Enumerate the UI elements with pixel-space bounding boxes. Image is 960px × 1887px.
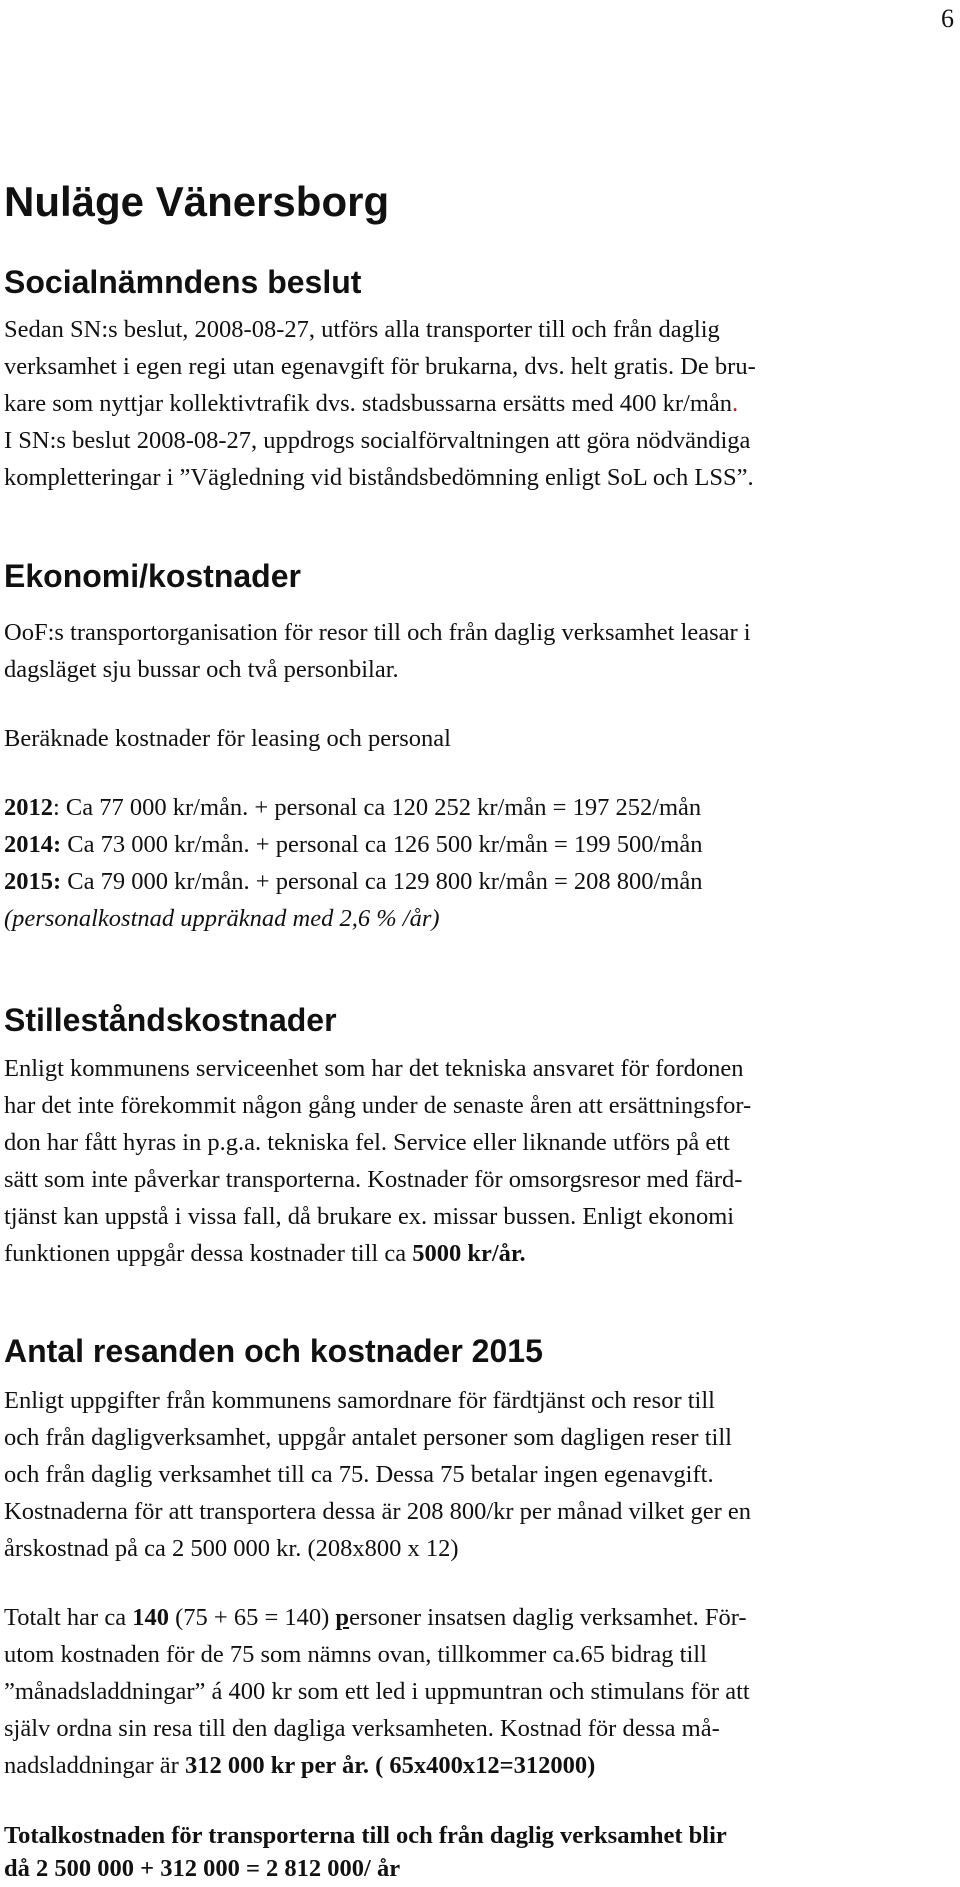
paragraph-line: Kostnaderna för att transportera dessa är 208 800/kr per månad vilket ger en [4, 1498, 751, 1525]
cost-row-2015: 2015: Ca 79 000 kr/mån. + personal ca 129 800 kr/mån = 208 800/mån [4, 868, 703, 895]
paragraph-line: I SN:s beslut 2008-08-27, uppdrogs socialförvaltningen att göra nödvändiga [4, 427, 751, 454]
paragraph-line: Enligt kommunens serviceenhet som har det tekniska ansvaret för fordonen [4, 1055, 744, 1082]
cost-row-2012: 2012: Ca 77 000 kr/mån. + personal ca 120 252 kr/mån = 197 252/mån [4, 794, 702, 821]
paragraph-line: årskostnad på ca 2 500 000 kr. (208x800 x 12) [4, 1535, 459, 1562]
paragraph-line: OoF:s transportorganisation för resor till och från daglig verksamhet leasar i [4, 619, 751, 646]
paragraph-line: Sedan SN:s beslut, 2008-08-27, utförs alla transporter till och från daglig [4, 316, 720, 343]
heading-antal-resanden: Antal resanden och kostnader 2015 [4, 1333, 543, 1369]
paragraph-line: tjänst kan uppstå i vissa fall, då brukare ex. missar bussen. Enligt ekonomi [4, 1203, 735, 1230]
paragraph-line: Beräknade kostnader för leasing och personal [4, 725, 451, 752]
total-cost-line: Totalkostnaden för transporterna till och från daglig verksamhet blir [4, 1822, 727, 1849]
paragraph-line: och från dagligverksamhet, uppgår antalet personer som dagligen reser till [4, 1424, 732, 1451]
paragraph-line: Totalt har ca 140 (75 + 65 = 140) personer insatsen daglig verksamhet. För- [4, 1604, 747, 1631]
paragraph-line: sätt som inte påverkar transporterna. Kostnader för omsorgsresor med färd- [4, 1166, 743, 1193]
paragraph-line: har det inte förekommit någon gång under de senaste åren att ersättningsfor- [4, 1092, 752, 1119]
paragraph-line: Enligt uppgifter från kommunens samordnare för färdtjänst och resor till [4, 1387, 715, 1414]
heading-socialnamndens-beslut: Socialnämndens beslut [4, 264, 362, 300]
paragraph-line: kompletteringar i ”Vägledning vid biståndsbedömning enligt SoL och LSS”. [4, 464, 754, 491]
paragraph-line: dagsläget sju bussar och två personbilar. [4, 656, 399, 683]
paragraph-line: och från daglig verksamhet till ca 75. Dessa 75 betalar ingen egenavgift. [4, 1461, 714, 1488]
paragraph-line: verksamhet i egen regi utan egenavgift för brukarna, dvs. helt gratis. De bru- [4, 353, 756, 380]
heading-stillestandskostnader: Stilleståndskostnader [4, 1002, 337, 1038]
paragraph-line: don har fått hyras in p.g.a. tekniska fel. Service eller liknande utförs på ett [4, 1129, 730, 1156]
paragraph-line: nadsladdningar är 312 000 kr per år. ( 65x400x12=312000) [4, 1752, 596, 1779]
cost-note: (personalkostnad uppräknad med 2,6 % /år) [4, 905, 440, 932]
paragraph-line: själv ordna sin resa till den dagliga verksamheten. Kostnad för dessa må- [4, 1715, 720, 1742]
page-number: 6 [941, 4, 954, 33]
paragraph-line: ”månadsladdningar” á 400 kr som ett led i uppmuntran och stimulans för att [4, 1678, 750, 1705]
total-cost-line: då 2 500 000 + 312 000 = 2 812 000/ år [4, 1855, 401, 1882]
paragraph-line: utom kostnaden för de 75 som nämns ovan, tillkommer ca.65 bidrag till [4, 1641, 707, 1668]
paragraph-line: kare som nyttjar kollektivtrafik dvs. stadsbussarna ersätts med 400 kr/mån. [4, 390, 739, 417]
paragraph-line: funktionen uppgår dessa kostnader till ca 5000 kr/år. [4, 1240, 526, 1267]
cost-row-2014: 2014: Ca 73 000 kr/mån. + personal ca 126 500 kr/mån = 199 500/mån [4, 831, 703, 858]
page-title: Nuläge Vänersborg [4, 178, 390, 225]
heading-ekonomi-kostnader: Ekonomi/kostnader [4, 558, 301, 594]
